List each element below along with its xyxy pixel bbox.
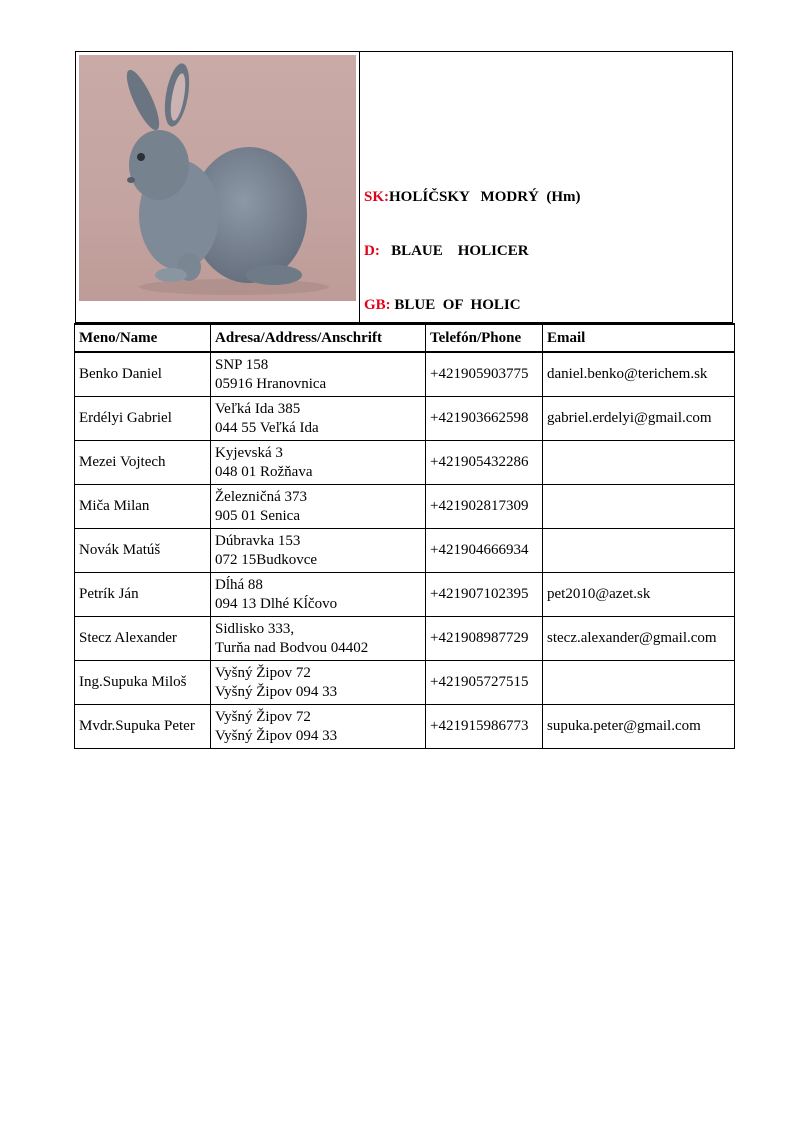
table-row [75,352,735,397]
address-line-2: 05916 Hranovnica [215,375,327,392]
breeder-email[interactable]: gabriel.erdelyi@gmail.com [543,397,735,441]
breeders-table [74,323,735,749]
breeder-email[interactable]: stecz.alexander@gmail.com [543,617,735,661]
lang-tag-sk: SK: [364,189,390,205]
title-line-d [364,242,724,260]
breeder-address [211,352,426,397]
breeder-phone: +421907102395 [426,573,543,617]
address-line-2: 048 01 Rožňava [215,463,313,480]
breeder-address [211,441,426,485]
breeder-phone: +421905727515 [426,661,543,705]
breed-name-d: BLAUE HOLICER [379,243,529,259]
breeder-name: Stecz Alexander [75,617,211,661]
breeder-email [543,529,735,573]
breeder-email[interactable]: daniel.benko@terichem.sk [543,352,735,397]
breeder-address [211,397,426,441]
breeder-phone: +421903662598 [426,397,543,441]
breeder-email [543,441,735,485]
breeder-address [211,705,426,749]
address-line-1: Vyšný Žipov 72 [215,664,311,681]
breeder-phone: +421908987729 [426,617,543,661]
breeder-email [543,485,735,529]
table-row [75,617,735,661]
breed-name-sk: HOLÍČSKY MODRÝ (Hm) [389,189,581,205]
breeder-name: Miča Milan [75,485,211,529]
title-line-gb [364,296,724,314]
photo-cell [76,52,360,322]
breed-name-gb: BLUE OF HOLIC [390,297,521,313]
table-row [75,485,735,529]
breeder-name: Petrík Ján [75,573,211,617]
address-line-2: 044 55 Veľká Ida [215,419,319,436]
breeder-email[interactable]: pet2010@azet.sk [543,573,735,617]
breeder-phone: +421904666934 [426,529,543,573]
address-line-1: Železničná 373 [215,488,308,505]
breeder-name: Novák Matúš [75,529,211,573]
address-line-2: 094 13 Dlhé Kĺčovo [215,595,338,612]
breeder-phone: +421905432286 [426,441,543,485]
address-line-2: 905 01 Senica [215,507,300,524]
breeder-name: Benko Daniel [75,352,211,397]
breeder-phone: +421902817309 [426,485,543,529]
breed-title [364,152,724,350]
breeder-email[interactable]: supuka.peter@gmail.com [543,705,735,749]
address-line-2: Vyšný Žipov 094 33 [215,683,338,700]
breeder-email [543,661,735,705]
address-line-1: Dúbravka 153 [215,532,301,549]
title-line-sk [364,188,724,206]
address-line-2: Turňa nad Bodvou 04402 [215,639,369,656]
table-row [75,397,735,441]
blue-rabbit-photo [79,55,356,301]
breeder-name: Erdélyi Gabriel [75,397,211,441]
address-line-1: Sidlisko 333, [215,620,295,637]
breeder-name: Mezei Vojtech [75,441,211,485]
address-line-1: SNP 158 [215,356,269,373]
address-line-1: Vyšný Žipov 72 [215,708,311,725]
breeder-address [211,617,426,661]
breeder-phone: +421905903775 [426,352,543,397]
column-header-phone: Telefón/Phone [426,324,543,352]
breeder-address [211,661,426,705]
table-row [75,705,735,749]
address-line-1: Kyjevská 3 [215,444,283,461]
breeder-name: Ing.Supuka Miloš [75,661,211,705]
address-line-2: Vyšný Žipov 094 33 [215,727,338,744]
table-row [75,573,735,617]
column-header-name: Meno/Name [75,324,211,352]
table-row [75,661,735,705]
breeder-address [211,573,426,617]
column-header-address: Adresa/Address/Anschrift [211,324,426,352]
lang-tag-d: D: [364,243,380,259]
table-row [75,441,735,485]
address-line-1: Dĺhá 88 [215,576,263,593]
breeder-address [211,529,426,573]
table-row [75,529,735,573]
address-line-2: 072 15Budkovce [215,551,318,568]
breed-header [75,51,733,323]
lang-tag-gb: GB: [364,297,391,313]
column-header-email: Email [543,324,735,352]
breeder-address [211,485,426,529]
breeder-phone: +421915986773 [426,705,543,749]
address-line-1: Veľká Ida 385 [215,400,301,417]
breeder-name: Mvdr.Supuka Peter [75,705,211,749]
table-header-row [75,324,735,352]
